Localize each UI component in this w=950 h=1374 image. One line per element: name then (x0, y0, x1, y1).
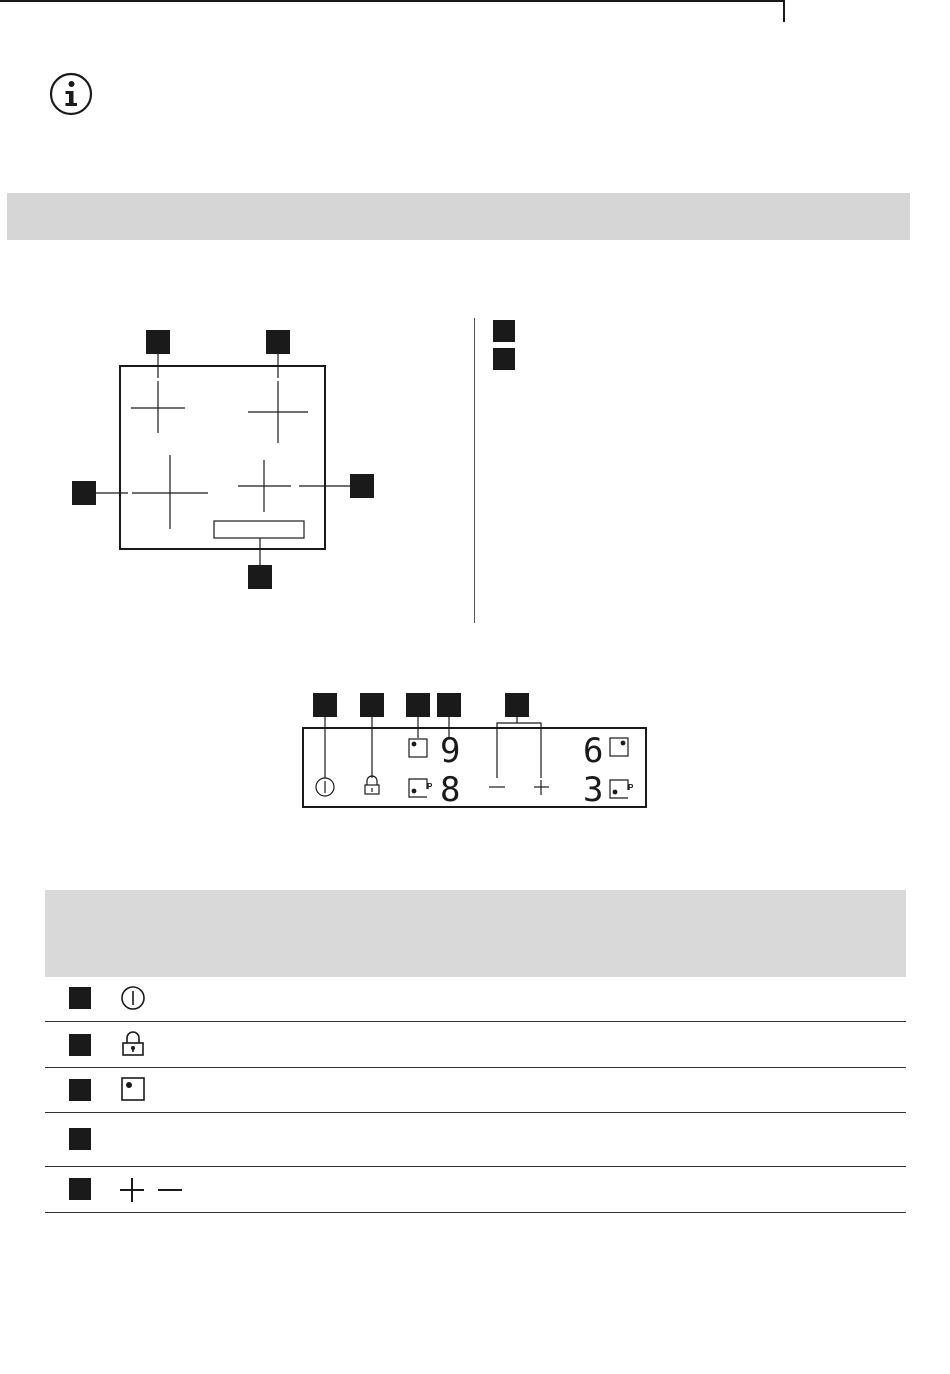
row-number-marker (69, 987, 91, 1009)
table-row (45, 1167, 906, 1213)
callout-marker (406, 693, 430, 717)
display-digit-left-top: 9 (440, 731, 461, 771)
row-number-marker (69, 1034, 91, 1056)
callout-marker (437, 693, 461, 717)
power-icon (120, 985, 146, 1011)
table-row (45, 977, 906, 1022)
display-digit-right-bottom: 3 (583, 770, 604, 810)
row-number-marker (69, 1178, 91, 1200)
table-row (45, 1022, 906, 1068)
table-row (45, 1113, 906, 1167)
table-row (45, 1068, 906, 1113)
callout-marker (505, 693, 529, 717)
lock-icon (365, 776, 379, 794)
zone-indicator-icon (120, 1076, 146, 1102)
row-number-marker (69, 1079, 91, 1101)
callout-marker (360, 693, 384, 717)
plus-icon (119, 1177, 145, 1203)
callout-marker (313, 693, 337, 717)
lock-icon (120, 1030, 146, 1058)
plus-icon (534, 780, 549, 795)
minus-icon (157, 1177, 183, 1203)
display-digit-right-top: 6 (583, 731, 604, 771)
power-icon (316, 778, 334, 796)
table-header (45, 890, 906, 977)
zone-indicator-icon (610, 738, 628, 756)
display-digit-left-bottom: 8 (440, 770, 461, 810)
zone-indicator-p-icon (610, 780, 628, 798)
row-number-marker (69, 1128, 91, 1150)
zone-indicator-p-icon (409, 779, 427, 797)
p-marker-right: P (628, 783, 634, 792)
p-marker-left: P (427, 782, 433, 791)
zone-indicator-icon (409, 739, 427, 757)
